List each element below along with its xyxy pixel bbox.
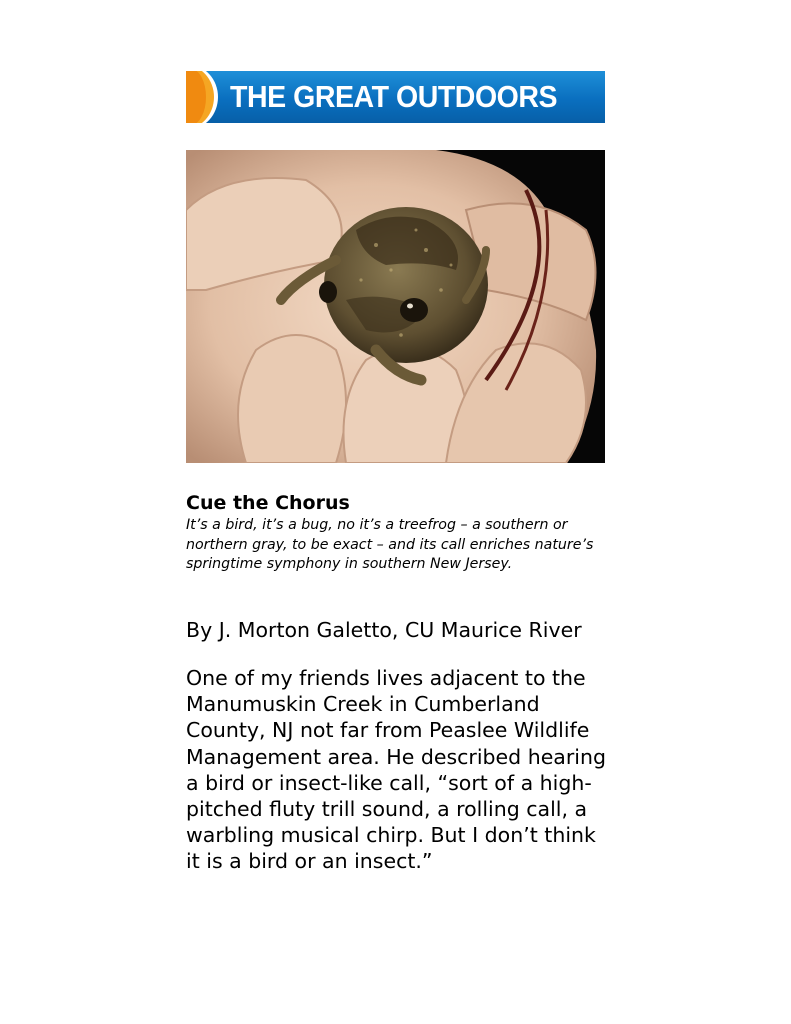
article-byline: By J. Morton Galetto, CU Maurice River <box>186 618 582 642</box>
article-body-paragraph: One of my friends lives adjacent to the Manumuskin Creek in Cumberland County, NJ not far from Peaslee Wildlife Management area. He described hearing a bird or insect-like call, “sort of a high-pitched fluty trill sound, a rolling call, a warbling musical chirp. But I don’t think it is a bird or an insect.” <box>186 666 606 874</box>
section-banner <box>186 71 605 123</box>
article-headline: Cue the Chorus <box>186 492 350 514</box>
treefrog-photo <box>186 150 605 463</box>
banner-title: THE GREAT OUTDOORS <box>230 79 558 114</box>
article-deck: It’s a bird, it’s a bug, no it’s a treefrog – a southern or northern gray, to be exact – and its call enriches nature’s springtime symphony in southern New Jersey. <box>186 517 594 572</box>
